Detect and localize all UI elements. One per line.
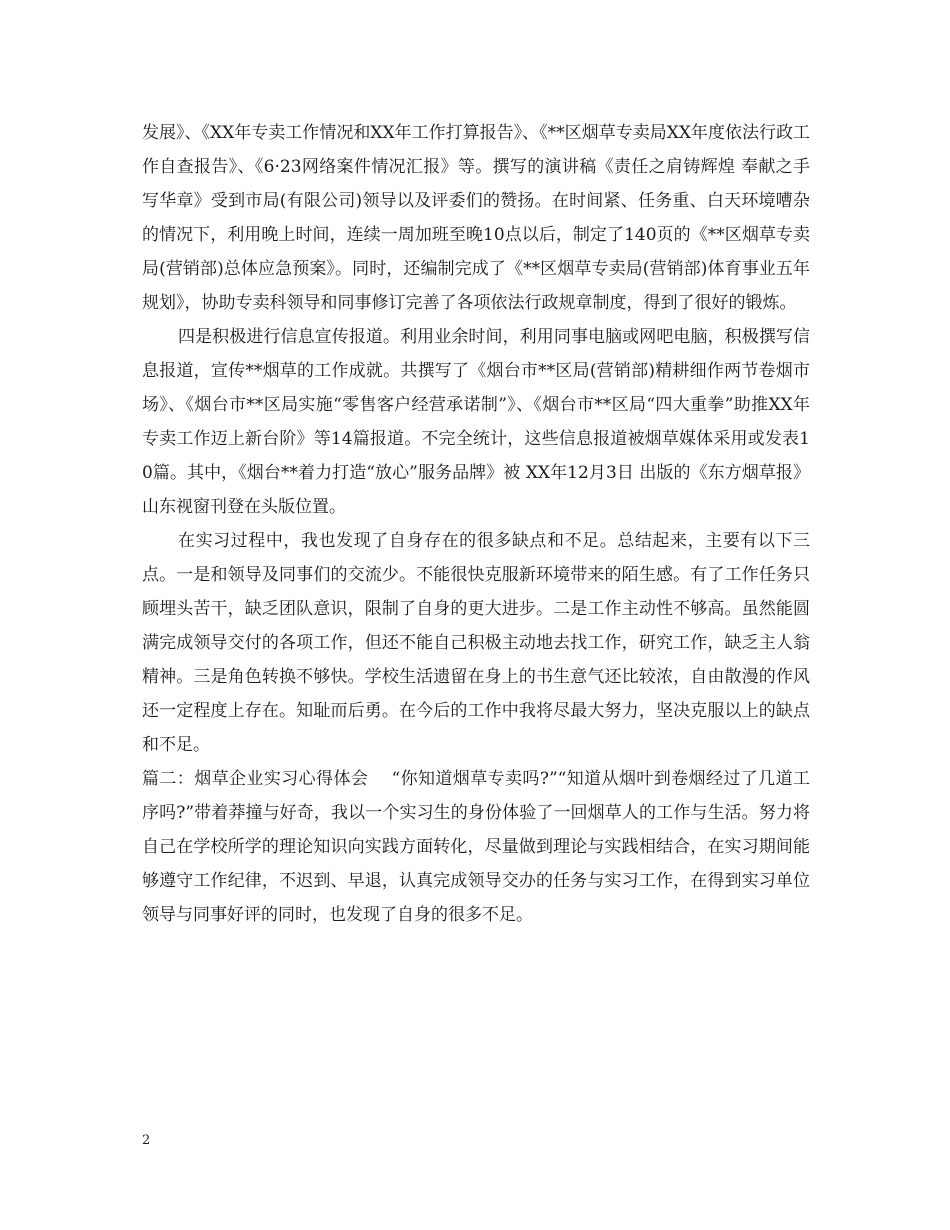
paragraph-point-four: 四是积极进行信息宣传报道。利用业余时间，利用同事电脑或网吧电脑，积极撰写信息报道，宣传**烟草的工作成就。共撰写了《烟台市**区局(营销部)精耕细作两节卷烟市场》、《烟台市**区局实施“零售客户经营承诺制”》、《烟台市**区局“四大重拳”助推XX年专卖工作迈上新台阶》等14篇报道。不完全统计，这些信息报道被烟草媒体采用或发表10篇。其中，《烟台**着力打造“放心”服务品牌》被 XX年12月3日 出版的《东方烟草报》山东视窗刊登在头版位置。	[142, 327, 810, 517]
paragraph-shortcomings: 在实习过程中，我也发现了自身存在的很多缺点和不足。总结起来，主要有以下三点。一是和领导及同事们的交流少。不能很快克服新环境带来的陌生感。有了工作任务只顾埋头苦干，缺乏团队意识，限制了自身的更大进步。二是工作主动性不够高。虽然能圆满完成领导交付的各项工作，但还不能自己积极主动地去找工作，研究工作，缺乏主人翁精神。三是角色转换不够快。学校生活遗留在身上的书生意气还比较浓，自由散漫的作风还一定程度上存在。知耻而后勇。在今后的工作中我将尽最大努力，坚决克服以上的缺点和不足。	[142, 531, 810, 755]
paragraph-continuation: 发展》、《XX年专卖工作情况和XX年工作打算报告》、《**区烟草专卖局XX年度依法行政工作自查报告》、《6·23网络案件情况汇报》等。撰写的演讲稿《责任之肩铸辉煌 奉献之手写华章》受到市局(有限公司)领导以及评委们的赞扬。在时间紧、任务重、白天环境嘈杂的情况下，利用晚上时间，连续一周加班至晚10点以后，制定了140页的《**区烟草专卖局(营销部)总体应急预案》。同时，还编制完成了《**区烟草专卖局(营销部)体育事业五年规划》，协助专卖科领导和同事修订完善了各项依法行政规章制度，得到了很好的锻炼。	[142, 123, 810, 313]
paragraph-part-two: 篇二：烟草企业实习心得体会 “你知道烟草专卖吗?”“知道从烟叶到卷烟经过了几道工序吗?”带着莽撞与好奇，我以一个实习生的身份体验了一回烟草人的工作与生活。努力将自己在学校所学的理论知识向实践方面转化，尽量做到理论与实践相结合，在实习期间能够遵守工作纪律，不迟到、早退，认真完成领导交办的任务与实习工作，在得到实习单位领导与同事好评的同时，也发现了自身的很多不足。	[142, 769, 810, 925]
page-number: 2	[142, 1133, 151, 1148]
document-page	[142, 116, 810, 932]
